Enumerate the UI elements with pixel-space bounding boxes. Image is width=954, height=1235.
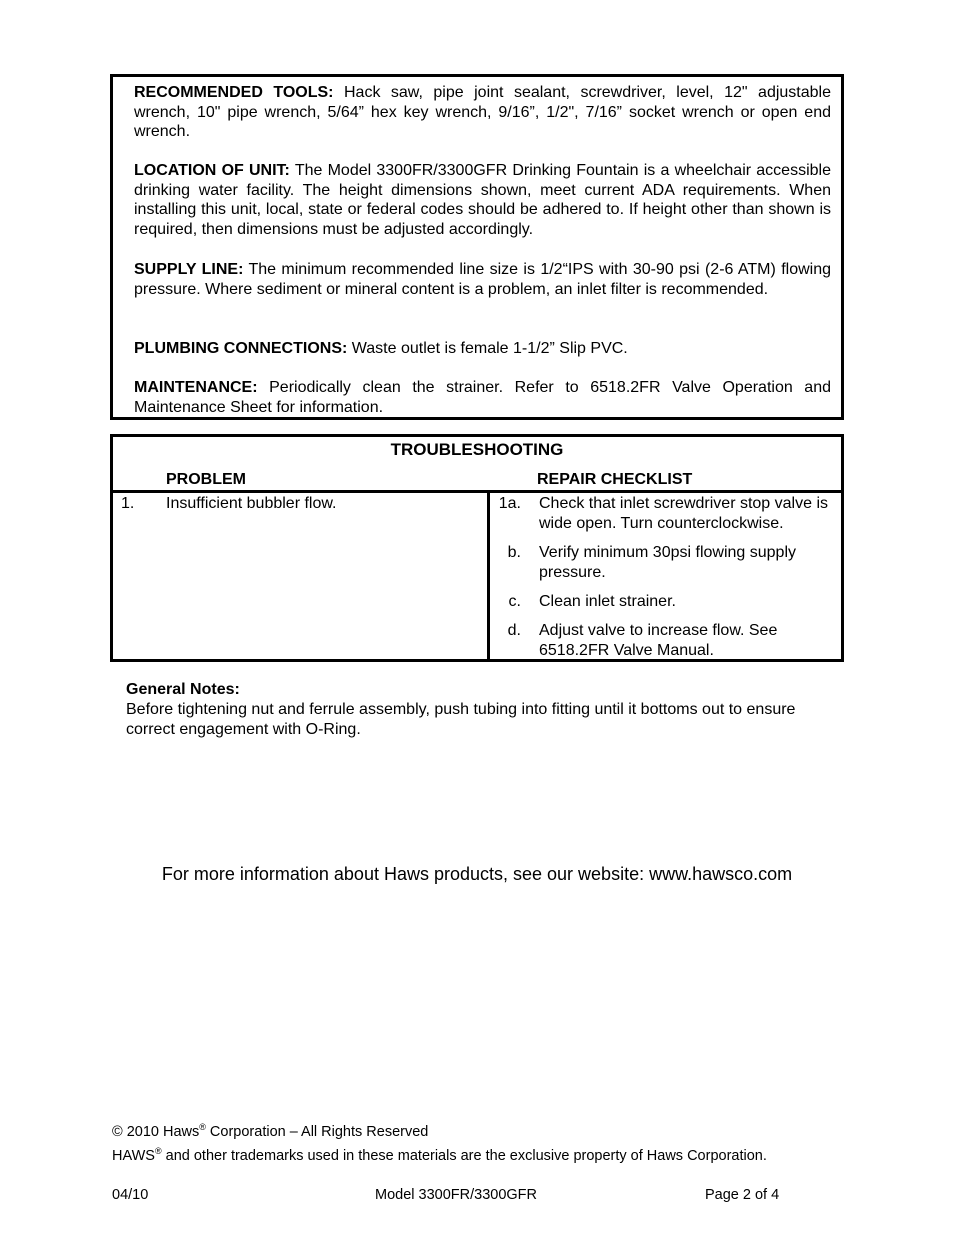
trademark-brand: HAWS <box>112 1147 155 1164</box>
website-info-line: For more information about Haws products, see our website: www.hawsco.com <box>161 864 793 884</box>
recommended-tools-paragraph <box>134 83 831 142</box>
recommended-tools-label: RECOMMENDED TOOLS: <box>134 84 334 101</box>
problem-column-header: PROBLEM <box>166 471 246 488</box>
checklist-item-label: 1a. <box>498 495 521 512</box>
problem-number: 1. <box>121 495 135 512</box>
recommended-tools-text: Hack saw, pipe joint sealant, screwdriver, level, 12" adjustable wrench, 10" pipe wrench, 5/64” hex key wrench, 9/16”, 1/2", 7/16” socket wrench or open end wrench. <box>134 84 831 141</box>
footer-date: 04/10 <box>112 1187 149 1203</box>
general-notes <box>126 680 826 740</box>
troubleshooting-title: TROUBLESHOOTING <box>390 440 564 459</box>
trademark-text: and other trademarks used in these materials are the exclusive property of Haws Corporation. <box>161 1147 767 1164</box>
maintenance-paragraph <box>134 378 831 417</box>
plumbing-connections-text: Waste outlet is female 1-1/2” Slip PVC. <box>347 340 628 357</box>
checklist-item-text: Adjust valve to increase flow. See 6518.2FR Valve Manual. <box>539 622 778 659</box>
checklist-item-label: c. <box>508 593 521 610</box>
trademark-line <box>112 1142 767 1166</box>
footer-page-number: Page 2 of 4 <box>705 1187 780 1203</box>
checklist-item-label: d. <box>507 622 521 639</box>
registered-mark: ® <box>154 1145 162 1156</box>
column-divider <box>487 490 490 659</box>
copyright-text-end: Corporation – All Rights Reserved <box>205 1123 429 1140</box>
plumbing-connections-paragraph <box>134 339 831 359</box>
maintenance-label: MAINTENANCE: <box>134 379 258 396</box>
plumbing-connections-label: PLUMBING CONNECTIONS: <box>134 340 348 357</box>
checklist-item-text: Check that inlet screwdriver stop valve is wide open. Turn counterclockwise. <box>539 495 828 532</box>
checklist-item-label: b. <box>507 544 521 561</box>
problem-description: Insufficient bubbler flow. <box>166 495 337 512</box>
checklist-item-text: Verify minimum 30psi flowing supply pressure. <box>539 544 796 581</box>
location-of-unit-paragraph <box>134 161 831 240</box>
maintenance-text: Periodically clean the strainer. Refer to 6518.2FR Valve Operation and Maintenance Sheet for information. <box>134 379 831 416</box>
footer-model: Model 3300FR/3300GFR <box>375 1187 537 1203</box>
copyright-text: © 2010 Haws <box>112 1123 200 1140</box>
general-notes-text: Before tightening nut and ferrule assembly, push tubing into fitting until it bottoms out to ensure correct engagement with O-Ring. <box>126 701 796 738</box>
supply-line-paragraph <box>134 260 831 299</box>
troubleshooting-table <box>110 434 844 662</box>
copyright-block <box>112 1118 767 1166</box>
location-of-unit-label: LOCATION OF UNIT: <box>134 162 290 179</box>
repair-checklist-column-header: REPAIR CHECKLIST <box>537 471 693 488</box>
general-notes-title: General Notes: <box>126 681 240 698</box>
installation-info-box <box>110 74 844 420</box>
copyright-line <box>112 1118 767 1142</box>
registered-mark: ® <box>199 1122 206 1132</box>
header-divider <box>113 490 841 493</box>
supply-line-label: SUPPLY LINE: <box>134 261 244 278</box>
checklist-item-text: Clean inlet strainer. <box>539 593 676 610</box>
location-of-unit-text: The Model 3300FR/3300GFR Drinking Fountain is a wheelchair accessible drinking water facility. The height dimensions shown, meet current ADA requirements. When installing this unit, local, state or federal codes should be adhered to. If height other than shown is required, then dimensions must be adjusted accordingly. <box>134 162 831 239</box>
supply-line-text: The minimum recommended line size is 1/2“IPS with 30-90 psi (2-6 ATM) flowing pressure. Where sediment or mineral content is a problem, an inlet filter is recommended. <box>134 261 832 298</box>
